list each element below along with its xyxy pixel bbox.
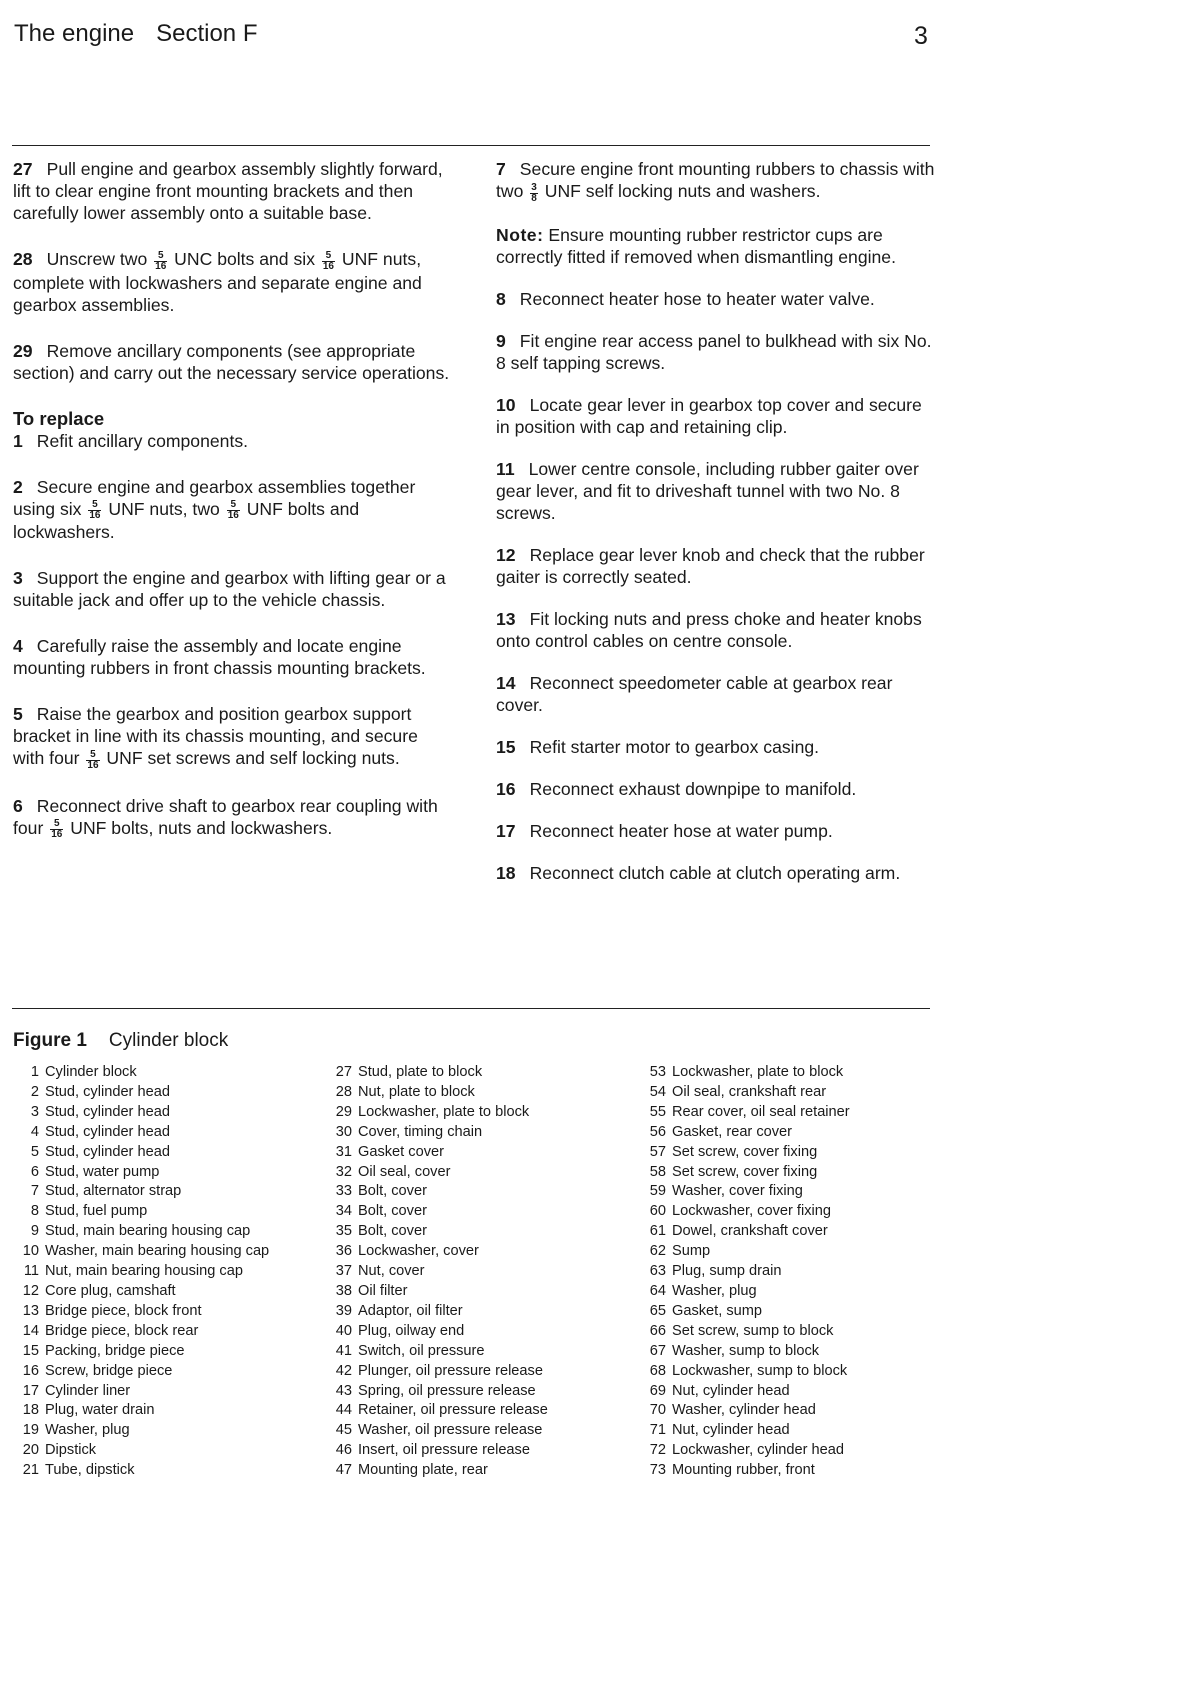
- legend-item: [13, 1282, 313, 1302]
- figure-caption: [13, 1030, 228, 1052]
- step-28: 28 Unscrew two $\frac{5}{16}$ UNC bolts and six $\frac{5}{16}$ UNF nuts, complete with lockwashers and separate engine and gearbox assemblies.: [13, 249, 422, 315]
- legend-item-label: Plug, oilway end: [358, 1322, 465, 1339]
- legend-item-label: Insert, oil pressure release: [358, 1442, 530, 1459]
- legend-item: [640, 1262, 940, 1282]
- replace-step-7: 7 Secure engine front mounting rubbers to chassis with two $\frac{3}{8}$ UNF self locking nuts and washers.: [496, 159, 935, 204]
- note: Note: Ensure mounting rubber restrictor cups are correctly fitted if removed when dismantling engine.: [496, 224, 896, 267]
- legend-item-label: Mounting rubber, front: [672, 1462, 815, 1479]
- legend-item: [640, 1302, 940, 1322]
- legend-item-number: 6: [30, 1163, 39, 1180]
- replace-step-8: 8 Reconnect heater hose to heater water valve.: [496, 288, 875, 309]
- legend-item-label: Washer, sump to block: [672, 1342, 820, 1359]
- legend-item-label: Set screw, cover fixing: [672, 1143, 818, 1160]
- legend-item: [326, 1063, 626, 1083]
- legend-column-1: [13, 1063, 313, 1491]
- legend-item-number: 7: [30, 1183, 39, 1200]
- legend-item-label: Mounting plate, rear: [358, 1462, 488, 1479]
- replace-step-4: 4 Carefully raise the assembly and locate engine mounting rubbers in front chassis mounting brackets.: [13, 636, 426, 678]
- top-divider: [12, 145, 930, 146]
- legend-item-number: 18: [22, 1402, 39, 1419]
- legend-item-number: 33: [335, 1183, 352, 1200]
- figure-label: Figure 1: [13, 1030, 87, 1051]
- legend-item-label: Nut, plate to block: [358, 1083, 475, 1100]
- legend-item-label: Lockwasher, plate to block: [358, 1103, 530, 1120]
- legend-item-number: 14: [22, 1322, 39, 1339]
- legend-item-number: 44: [335, 1402, 352, 1419]
- legend-column-2: [326, 1063, 626, 1491]
- legend-item-number: 46: [335, 1442, 352, 1459]
- legend-item: [326, 1143, 626, 1163]
- legend-item: [13, 1163, 313, 1183]
- legend-item-number: 56: [649, 1123, 666, 1140]
- legend-item-label: Gasket, rear cover: [672, 1123, 793, 1140]
- legend-item: [640, 1143, 940, 1163]
- legend-item: [640, 1103, 940, 1123]
- legend-item: [13, 1222, 313, 1242]
- legend-item-number: 11: [23, 1263, 39, 1280]
- legend-item-number: 57: [649, 1143, 666, 1160]
- legend-item-label: Core plug, camshaft: [45, 1282, 176, 1299]
- replace-step-11: 11 Lower centre console, including rubber gaiter over gear lever, and fit to driveshaft tunnel with two No. 8 screws.: [496, 458, 919, 523]
- legend-item: [13, 1362, 313, 1382]
- legend-item-number: 59: [649, 1183, 666, 1200]
- legend-item-number: 30: [335, 1123, 352, 1140]
- legend-item-number: 5: [30, 1143, 39, 1160]
- legend-item-label: Set screw, cover fixing: [672, 1163, 818, 1180]
- page-header: [14, 20, 257, 48]
- legend-item-label: Nut, main bearing housing cap: [45, 1263, 243, 1280]
- legend-item-label: Switch, oil pressure: [358, 1342, 485, 1359]
- legend-item-label: Retainer, oil pressure release: [358, 1402, 548, 1419]
- legend-item-label: Adaptor, oil filter: [358, 1302, 463, 1319]
- legend-item: [640, 1163, 940, 1183]
- legend-item-number: 43: [335, 1382, 352, 1399]
- legend-item-number: 21: [22, 1462, 39, 1479]
- legend-item-label: Lockwasher, cylinder head: [672, 1442, 844, 1459]
- legend-item: [326, 1461, 626, 1481]
- legend-item-number: 63: [649, 1263, 666, 1280]
- legend-item-number: 35: [335, 1223, 352, 1240]
- replace-step-9: 9 Fit engine rear access panel to bulkhead with six No. 8 self tapping screws.: [496, 330, 932, 373]
- legend-item: [326, 1382, 626, 1402]
- legend-item-label: Bridge piece, block rear: [45, 1322, 199, 1339]
- legend-item-number: 37: [335, 1263, 352, 1280]
- replace-step-6: 6 Reconnect drive shaft to gearbox rear coupling with four $\frac{5}{16}$ UNF bolts, nuts and lockwashers.: [13, 795, 438, 840]
- legend-item-label: Plug, sump drain: [672, 1263, 782, 1280]
- legend-item: [640, 1441, 940, 1461]
- legend-item-label: Plunger, oil pressure release: [358, 1362, 543, 1379]
- legend-item: [640, 1461, 940, 1481]
- legend-item-label: Lockwasher, cover fixing: [672, 1203, 831, 1220]
- legend-item: [640, 1242, 940, 1262]
- legend-item-label: Washer, oil pressure release: [358, 1422, 543, 1439]
- legend-item-label: Set screw, sump to block: [672, 1322, 834, 1339]
- legend-item: [326, 1302, 626, 1322]
- fraction-three-eighths: $\frac{3}{8}$: [531, 181, 537, 204]
- legend-item-number: 67: [649, 1342, 666, 1359]
- legend-item-label: Stud, cylinder head: [45, 1123, 170, 1140]
- legend-item: [13, 1421, 313, 1441]
- legend-item-number: 45: [335, 1422, 352, 1439]
- legend-item: [640, 1282, 940, 1302]
- legend-item: [13, 1182, 313, 1202]
- legend-item-number: 61: [649, 1223, 666, 1240]
- legend-item-number: 58: [649, 1163, 666, 1180]
- legend-item: [640, 1342, 940, 1362]
- legend-item-label: Dowel, crankshaft cover: [672, 1223, 828, 1240]
- legend-item: [326, 1262, 626, 1282]
- legend-item-label: Bolt, cover: [358, 1223, 427, 1240]
- legend-item-number: 40: [335, 1322, 352, 1339]
- legend-item-label: Bolt, cover: [358, 1183, 427, 1200]
- legend-item-number: 4: [30, 1123, 39, 1140]
- legend-item-number: 47: [335, 1462, 352, 1479]
- legend-item-label: Washer, plug: [45, 1422, 130, 1439]
- legend-item-label: Bridge piece, block front: [45, 1302, 202, 1319]
- legend-item-number: 66: [649, 1322, 666, 1339]
- legend-item-label: Plug, water drain: [45, 1402, 155, 1419]
- legend-item-label: Stud, cylinder head: [45, 1083, 170, 1100]
- legend-item-number: 42: [335, 1362, 352, 1379]
- legend-item-number: 41: [335, 1342, 352, 1359]
- legend-item-label: Sump: [672, 1243, 711, 1260]
- legend-item-label: Nut, cylinder head: [672, 1382, 790, 1399]
- replace-step-12: 12 Replace gear lever knob and check that the rubber gaiter is correctly seated.: [496, 544, 925, 587]
- legend-item: [640, 1222, 940, 1242]
- legend-item: [326, 1282, 626, 1302]
- legend-item: [326, 1322, 626, 1342]
- legend-item-number: 39: [335, 1302, 352, 1319]
- page-number: 3: [914, 22, 928, 50]
- replace-step-10: 10 Locate gear lever in gearbox top cover and secure in position with cap and retaining clip.: [496, 394, 922, 437]
- legend-item-label: Rear cover, oil seal retainer: [672, 1103, 850, 1120]
- legend-item-number: 28: [335, 1083, 352, 1100]
- replace-step-13: 13 Fit locking nuts and press choke and heater knobs onto control cables on centre console.: [496, 608, 922, 651]
- legend-item-label: Gasket cover: [358, 1143, 444, 1160]
- legend-item-number: 13: [22, 1302, 39, 1319]
- replace-step-17: 17 Reconnect heater hose at water pump.: [496, 820, 833, 841]
- legend-item: [326, 1242, 626, 1262]
- legend-item-number: 68: [649, 1362, 666, 1379]
- legend-item: [326, 1401, 626, 1421]
- legend-item-label: Lockwasher, sump to block: [672, 1362, 848, 1379]
- legend-item-number: 9: [30, 1223, 39, 1240]
- fraction-five-sixteenths: $\frac{5}{16}$: [155, 249, 167, 272]
- legend-item-number: 1: [30, 1064, 39, 1080]
- legend-item-label: Tube, dipstick: [45, 1462, 135, 1479]
- figure-title: Cylinder block: [108, 1030, 229, 1051]
- legend-item-number: 10: [22, 1243, 39, 1260]
- legend-item-label: Nut, cover: [358, 1263, 425, 1280]
- legend-item-number: 72: [649, 1442, 666, 1459]
- legend-item: [13, 1063, 313, 1083]
- legend-item-label: Washer, plug: [672, 1282, 757, 1299]
- legend-item: [326, 1123, 626, 1143]
- legend-item: [13, 1202, 313, 1222]
- legend-item-number: 65: [649, 1302, 666, 1319]
- legend-item-label: Nut, cylinder head: [672, 1422, 790, 1439]
- legend-item-label: Cylinder liner: [45, 1382, 131, 1399]
- legend-item: [13, 1143, 313, 1163]
- legend-item: [640, 1202, 940, 1222]
- legend-item: [326, 1202, 626, 1222]
- legend-item: [13, 1441, 313, 1461]
- replace-step-18: 18 Reconnect clutch cable at clutch operating arm.: [496, 862, 901, 883]
- legend-item-number: 17: [22, 1382, 39, 1399]
- step-29: 29 Remove ancillary components (see appropriate section) and carry out the necessary service operations.: [13, 340, 450, 383]
- legend-item-label: Stud, water pump: [45, 1163, 160, 1180]
- legend-item-label: Bolt, cover: [358, 1203, 427, 1220]
- legend-item-label: Oil seal, cover: [358, 1163, 451, 1180]
- replace-step-14: 14 Reconnect speedometer cable at gearbox rear cover.: [496, 672, 893, 715]
- legend-item: [326, 1342, 626, 1362]
- legend-item: [13, 1342, 313, 1362]
- legend-item-number: 62: [649, 1243, 666, 1260]
- legend-item: [13, 1083, 313, 1103]
- replace-step-1: 1 Refit ancillary components.: [13, 430, 249, 451]
- legend-item: [13, 1262, 313, 1282]
- legend-item: [326, 1182, 626, 1202]
- right-column: [496, 158, 938, 904]
- legend-item: [13, 1461, 313, 1481]
- legend-item-number: 19: [22, 1422, 39, 1439]
- legend-item-label: Stud, cylinder head: [45, 1143, 170, 1160]
- legend-item: [13, 1242, 313, 1262]
- legend-item: [640, 1362, 940, 1382]
- legend-item: [326, 1421, 626, 1441]
- figure-divider: [12, 1008, 930, 1009]
- legend-item-label: Dipstick: [45, 1442, 97, 1459]
- legend-item-label: Oil seal, crankshaft rear: [672, 1083, 827, 1100]
- step-27: 27 Pull engine and gearbox assembly slightly forward, lift to clear engine front mounting brackets and then carefully lower assembly onto a suitable base.: [13, 159, 443, 223]
- legend-item-label: Packing, bridge piece: [45, 1342, 185, 1359]
- fraction-five-sixteenths: $\frac{5}{16}$: [322, 249, 334, 272]
- legend-item: [326, 1163, 626, 1183]
- legend-item: [640, 1123, 940, 1143]
- replace-step-5: 5 Raise the gearbox and position gearbox support bracket in line with its chassis mounting, and secure with four $\frac{5}{16}$ UNF set screws and self locking nuts.: [13, 704, 418, 771]
- legend-item: [640, 1083, 940, 1103]
- legend-item-number: 31: [335, 1143, 352, 1160]
- legend-item-label: Stud, fuel pump: [45, 1203, 148, 1220]
- legend-item-label: Stud, cylinder head: [45, 1103, 170, 1120]
- legend-item: [326, 1362, 626, 1382]
- legend-item: [13, 1322, 313, 1342]
- legend-item-label: Cylinder block: [45, 1064, 137, 1080]
- legend-column-3: [640, 1063, 940, 1491]
- legend-item-number: 3: [30, 1103, 39, 1120]
- legend-item-label: Stud, main bearing housing cap: [45, 1223, 251, 1240]
- replace-step-2: 2 Secure engine and gearbox assemblies together using six $\frac{5}{16}$ UNF nuts, two $\frac{5}{16}$ UNF bolts and lockwashers.: [13, 476, 416, 542]
- legend-item-number: 32: [335, 1163, 352, 1180]
- legend-item-number: 20: [22, 1442, 39, 1459]
- legend-item-number: 36: [335, 1243, 352, 1260]
- legend-item-number: 55: [649, 1103, 666, 1120]
- legend-item-label: Lockwasher, cover: [358, 1243, 479, 1260]
- legend-item-label: Cover, timing chain: [358, 1123, 483, 1140]
- legend-item: [640, 1063, 940, 1083]
- legend-item-number: 60: [649, 1203, 666, 1220]
- legend-item-label: Washer, main bearing housing cap: [45, 1243, 270, 1260]
- legend-item-number: 29: [335, 1103, 352, 1120]
- legend-item-number: 27: [335, 1064, 352, 1080]
- fraction-five-sixteenths: $\frac{5}{16}$: [227, 499, 239, 521]
- legend-item-number: 16: [22, 1362, 39, 1379]
- section-label: Section F: [156, 20, 258, 47]
- left-column: [13, 158, 453, 864]
- chapter-title: The engine: [14, 20, 135, 47]
- legend-item-number: 34: [335, 1203, 352, 1220]
- legend-item-label: Gasket, sump: [672, 1302, 763, 1319]
- legend-item-label: Washer, cover fixing: [672, 1183, 803, 1200]
- legend-item: [640, 1182, 940, 1202]
- to-replace-block: [13, 408, 453, 452]
- legend-item-number: 69: [649, 1382, 666, 1399]
- legend-item-number: 54: [649, 1083, 666, 1100]
- legend-item: [640, 1382, 940, 1402]
- legend-item-number: 53: [649, 1064, 666, 1080]
- fraction-five-sixteenths: $\frac{5}{16}$: [51, 818, 63, 840]
- fraction-five-sixteenths: $\frac{5}{16}$: [89, 499, 101, 521]
- legend-item: [13, 1302, 313, 1322]
- legend-item-number: 38: [335, 1282, 352, 1299]
- legend-item-number: 73: [649, 1462, 666, 1479]
- legend-item: [326, 1441, 626, 1461]
- replace-step-16: 16 Reconnect exhaust downpipe to manifold.: [496, 778, 857, 799]
- legend-item-number: 2: [30, 1083, 39, 1100]
- legend-item-number: 12: [22, 1282, 39, 1299]
- legend-item: [13, 1103, 313, 1123]
- legend-item-label: Spring, oil pressure release: [358, 1382, 536, 1399]
- to-replace-heading: To replace: [13, 407, 105, 429]
- legend-item: [640, 1322, 940, 1342]
- legend-item-label: Oil filter: [358, 1282, 408, 1299]
- fraction-five-sixteenths: $\frac{5}{16}$: [87, 748, 99, 771]
- legend-item-label: Lockwasher, plate to block: [672, 1064, 844, 1080]
- legend-item: [640, 1401, 940, 1421]
- legend-item: [13, 1123, 313, 1143]
- legend-item: [13, 1382, 313, 1402]
- legend-item-label: Stud, plate to block: [358, 1064, 483, 1080]
- legend-item-label: Stud, alternator strap: [45, 1183, 182, 1200]
- legend-item-number: 64: [649, 1282, 666, 1299]
- legend-item-label: Washer, cylinder head: [672, 1402, 816, 1419]
- legend-item-number: 15: [22, 1342, 39, 1359]
- legend-item-number: 71: [649, 1422, 666, 1439]
- replace-step-15: 15 Refit starter motor to gearbox casing.: [496, 736, 820, 757]
- legend-item: [13, 1401, 313, 1421]
- legend-item: [326, 1083, 626, 1103]
- legend-item: [326, 1222, 626, 1242]
- replace-step-3: 3 Support the engine and gearbox with lifting gear or a suitable jack and offer up to the vehicle chassis.: [13, 568, 446, 610]
- legend-item: [640, 1421, 940, 1441]
- legend-item-number: 70: [649, 1402, 666, 1419]
- legend-item-number: 8: [30, 1203, 39, 1220]
- legend-item: [326, 1103, 626, 1123]
- legend-item-label: Screw, bridge piece: [45, 1362, 173, 1379]
